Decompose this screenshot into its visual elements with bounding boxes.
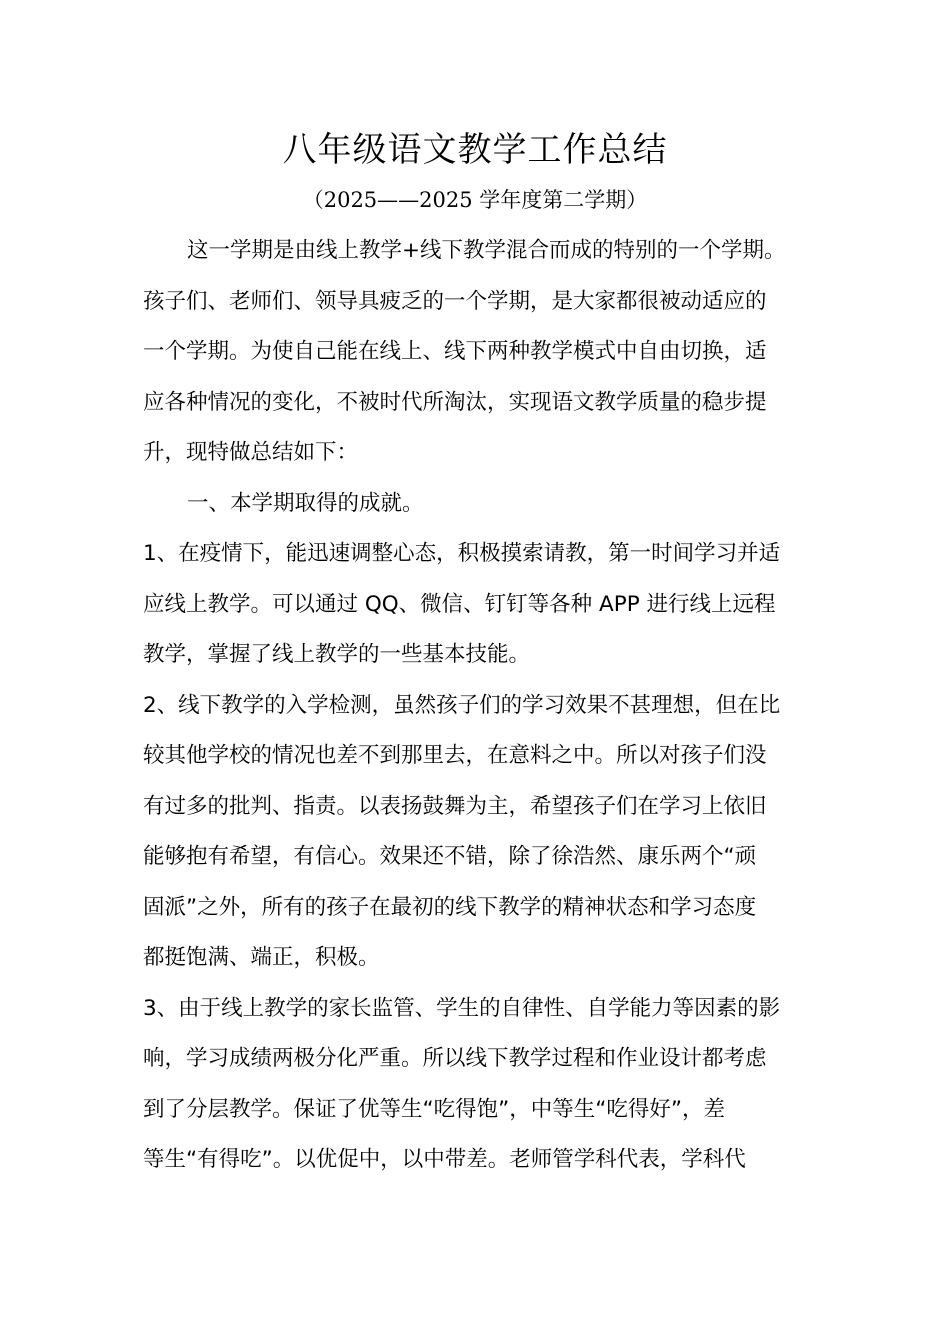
section-heading: 一、本学期取得的成就。 [187, 490, 424, 516]
paragraph-line: 教学，掌握了线上教学的一些基本技能。 [143, 642, 531, 667]
paragraph-line: 2、线下教学的入学检测，虽然孩子们的学习效果不甚理想，但在比 [143, 692, 781, 718]
document-title: 八年级语文教学工作总结 [282, 130, 668, 170]
paragraph-line: 到了分层教学。保证了优等生“吃得饱”，中等生“吃得好”，差 [143, 1096, 726, 1122]
paragraph-line: 较其他学校的情况也差不到那里去，在意料之中。所以对孩子们没 [143, 743, 767, 768]
paragraph-line: 这一学期是由线上教学+线下教学混合而成的特别的一个学期。 [187, 238, 786, 263]
paragraph-line: 固派”之外，所有的孩子在最初的线下教学的精神状态和学习态度 [143, 894, 757, 920]
paragraph-line: 响，学习成绩两极分化严重。所以线下教学过程和作业设计都考虑 [143, 1046, 767, 1071]
paragraph-line: 应线上教学。可以通过 QQ、微信、钉钉等各种 APP 进行线上远程 [143, 591, 776, 617]
paragraph-line: 都挺饱满、端正，积极。 [143, 945, 380, 970]
paragraph-line: 等生“有得吃”。以优促中，以中带差。老师管学科代表，学科代 [143, 1147, 746, 1172]
paragraph-line: 应各种情况的变化，不被时代所淘汰，实现语文教学质量的稳步提 [143, 389, 767, 415]
paragraph-line: 1、在疫情下，能迅速调整心态，积极摸索请教，第一时间学习并适 [143, 541, 781, 566]
document-body [143, 226, 811, 1186]
paragraph-line: 有过多的批判、指责。以表扬鼓舞为主，希望孩子们在学习上依旧 [143, 793, 767, 819]
paragraph-line: 一个学期。为使自己能在线上、线下两种教学模式中自由切换，适 [143, 339, 767, 364]
document-subtitle: （2025——2025 学年度第二学期） [302, 188, 648, 212]
paragraph-line: 能够抱有希望，有信心。效果还不错，除了徐浩然、康乐两个“顽 [143, 844, 757, 869]
paragraph-line: 3、由于线上教学的家长监管、学生的自律性、自学能力等因素的影 [143, 995, 781, 1021]
paragraph-line: 孩子们、老师们、领导具疲乏的一个学期，是大家都很被动适应的 [143, 288, 767, 314]
paragraph-line: 升，现特做总结如下： [143, 440, 359, 465]
